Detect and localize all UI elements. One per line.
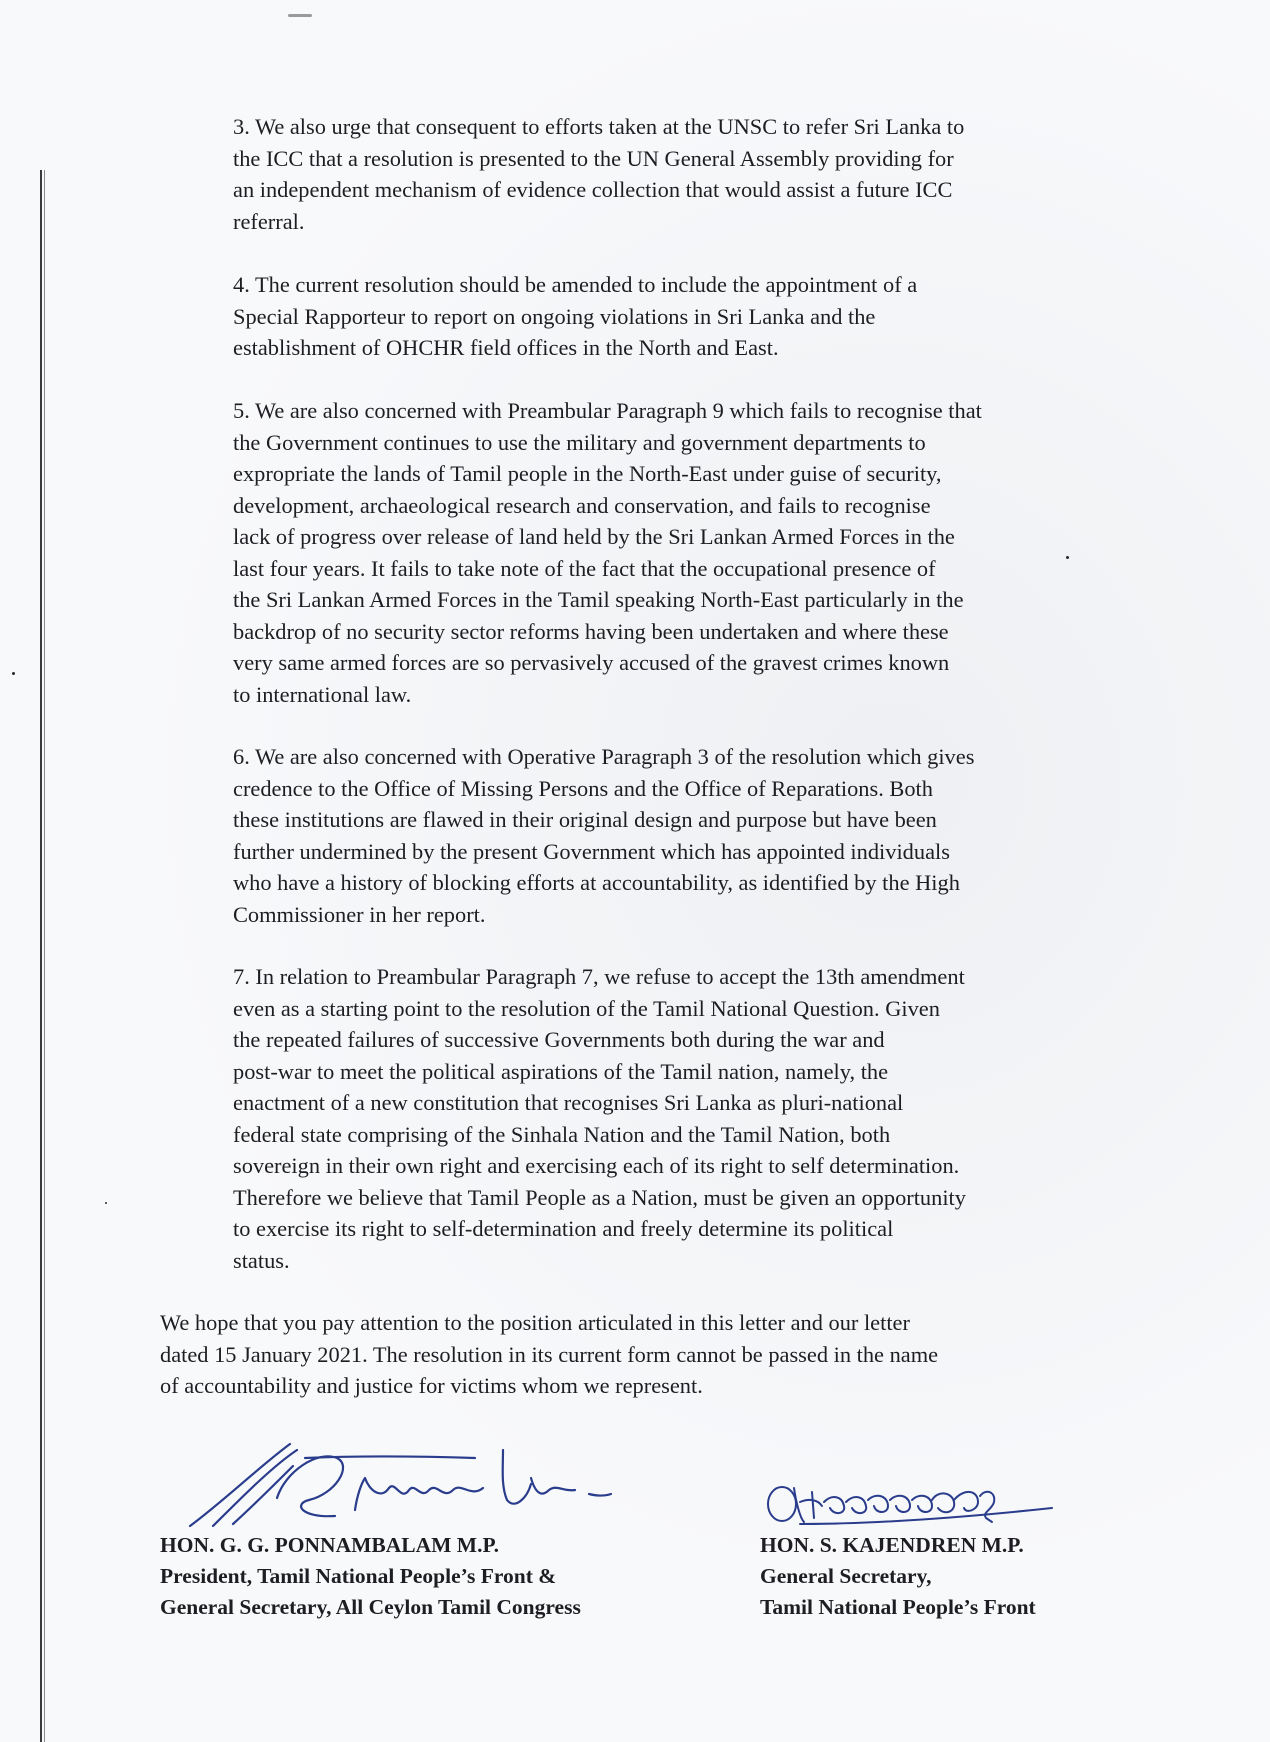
- paragraph-7: 7. In relation to Preambular Paragraph 7, we refuse to accept the 13th amendment even as a starting point to the resolution of the Tamil National Question. Given the repeated failures of successive Governments both during the war and post-war to meet the political aspirations of the Tamil nation, namely, the enactment of a new constitution that recognises Sri Lanka as pluri-national federal state comprising of the Sinhala Nation and the Tamil Nation, both sovereign in their own right and exercising each of its right to self determination. Therefore we believe that Tamil People as a Nation, must be given an opportunity to exercise its right to self-determination and freely determine its political status.: [233, 964, 966, 1273]
- page-edge-line: [40, 170, 42, 1742]
- signatory-title: President, Tamil National People’s Front &: [160, 1564, 557, 1588]
- paragraph-6: 6. We are also concerned with Operative Paragraph 3 of the resolution which gives credence to the Office of Missing Persons and the Office of Reparations. Both these institutions are flawed in their original design and purpose but have been further undermined by the present Government which has appointed individuals who have a history of blocking efforts at accountability, as identified by the High Commissioner in her report.: [233, 744, 975, 927]
- page-edge-shadow: [44, 170, 45, 1742]
- signatory-title: General Secretary, All Ceylon Tamil Congress: [160, 1595, 581, 1619]
- paragraph-4: 4. The current resolution should be amended to include the appointment of a Special Rapporteur to report on ongoing violations in Sri Lanka and the establishment of OHCHR field offices in the North and East.: [233, 272, 918, 360]
- paragraph-3: 3. We also urge that consequent to efforts taken at the UNSC to refer Sri Lanka to the ICC that a resolution is presented to the UN General Assembly providing for an independent mechanism of evidence collection that would assist a future ICC referral.: [233, 114, 965, 234]
- signatory-name: HON. S. KAJENDREN M.P.: [760, 1533, 1024, 1557]
- scan-mark: [288, 14, 312, 17]
- signature-ponnambalam: [185, 1438, 645, 1530]
- paragraph-5: 5. We are also concerned with Preambular Paragraph 9 which fails to recognise that the Government continues to use the military and government departments to expropriate the lands of Tamil people in the North-East under guise of security, development, archaeological research and conservation, and fails to recognise lack of progress over release of land held by the Sri Lankan Armed Forces in the last four years. It fails to take note of the fact that the occupational presence of the Sri Lankan Armed Forces in the Tamil speaking North-East particularly in the backdrop of no security sector reforms having been undertaken and where these very same armed forces are so pervasively accused of the gravest crimes known to international law.: [233, 398, 982, 707]
- signatory-title: General Secretary,: [760, 1564, 932, 1588]
- signatory-name: HON. G. G. PONNAMBALAM M.P.: [160, 1533, 500, 1557]
- scan-speck: [12, 672, 15, 675]
- signatory-ponnambalam: [160, 1530, 581, 1623]
- closing-paragraph: We hope that you pay attention to the position articulated in this letter and our letter dated 15 January 2021. The resolution in its current form cannot be passed in the name of accountability and justice for victims whom we represent.: [160, 1310, 939, 1398]
- signatory-kajendren: [760, 1530, 1036, 1623]
- scan-speck: [105, 1202, 107, 1204]
- signatory-title: Tamil National People’s Front: [760, 1595, 1036, 1619]
